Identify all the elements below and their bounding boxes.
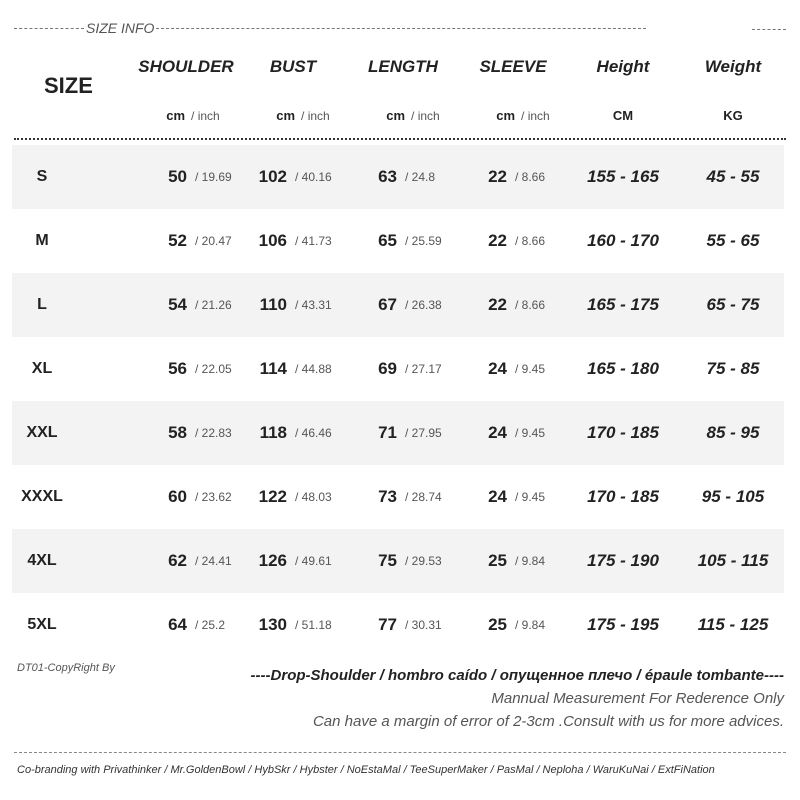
length-inch-value: / 27.95 — [405, 426, 442, 440]
bust-header: BUST — [269, 57, 317, 76]
shoulder-cm-value: 60 — [168, 487, 187, 506]
table-row — [12, 465, 784, 529]
shoulder-cell — [145, 529, 232, 593]
bust-unit — [248, 108, 358, 123]
length-cm-value: 69 — [378, 359, 397, 378]
size-label: 5XL — [27, 616, 57, 633]
height-range: 170 - 185 — [587, 487, 659, 506]
size-label: XL — [31, 360, 53, 377]
drop-shoulder-note: ----Drop-Shoulder / hombro caído / опущенное плечо / épaule tombante---- — [250, 667, 784, 684]
sleeve-inch-value: / 8.66 — [515, 298, 546, 312]
size-label: M — [35, 232, 49, 249]
sleeve-cm-value: 25 — [488, 615, 507, 634]
height-range: 170 - 185 — [587, 423, 659, 442]
bust-cell — [245, 337, 332, 401]
weight-range: 115 - 125 — [697, 615, 769, 634]
bust-cell — [245, 145, 332, 209]
shoulder-cm-value: 52 — [168, 231, 187, 250]
sleeve-cell — [465, 465, 545, 529]
length-unit-cm: cm — [386, 108, 406, 123]
length-inch-value: / 30.31 — [405, 618, 442, 632]
height-range: 160 - 170 — [587, 231, 659, 250]
weight-range: 75 - 85 — [706, 359, 760, 378]
size-label: XXXL — [21, 488, 63, 505]
bust-inch-value: / 51.18 — [295, 618, 332, 632]
table-row — [12, 145, 784, 209]
sleeve-cm-value: 24 — [488, 423, 507, 442]
weight-range: 85 - 95 — [706, 423, 760, 442]
length-cell — [355, 273, 442, 337]
bust-cm-value: 110 — [259, 295, 287, 314]
bust-cell — [245, 593, 332, 657]
height-range: 165 - 175 — [587, 295, 659, 314]
length-inch-value: / 29.53 — [405, 554, 442, 568]
bust-unit-inch: / inch — [301, 109, 330, 123]
weight-range: 105 - 115 — [697, 551, 769, 570]
bust-unit-cm: cm — [276, 108, 296, 123]
sleeve-unit — [468, 108, 578, 123]
table-row — [12, 593, 784, 657]
length-cell — [355, 465, 442, 529]
title-dash-far-right — [752, 29, 786, 30]
sleeve-cell — [465, 145, 545, 209]
length-cell — [355, 593, 442, 657]
height-range: 175 - 190 — [587, 551, 659, 570]
shoulder-cm-value: 64 — [168, 615, 187, 634]
sleeve-inch-value: / 9.84 — [515, 554, 546, 568]
copyright-text: DT01-CopyRight By — [17, 662, 115, 674]
shoulder-cm-value: 62 — [168, 551, 187, 570]
length-inch-value: / 24.8 — [405, 170, 436, 184]
bust-inch-value: / 48.03 — [295, 490, 332, 504]
sleeve-cell — [465, 337, 545, 401]
size-column-header: SIZE — [44, 73, 93, 98]
bust-cm-value: 106 — [258, 231, 287, 250]
weight-unit: KG — [723, 108, 743, 123]
sleeve-inch-value: / 9.45 — [515, 426, 546, 440]
bust-cm-value: 114 — [259, 359, 287, 378]
shoulder-unit-cm: cm — [166, 108, 186, 123]
length-cm-value: 67 — [378, 295, 397, 314]
size-label: 4XL — [27, 552, 57, 569]
shoulder-cell — [145, 465, 232, 529]
sleeve-unit-cm: cm — [496, 108, 516, 123]
table-row — [12, 337, 784, 401]
shoulder-unit — [138, 108, 248, 123]
size-info-title: SIZE INFO — [86, 20, 155, 36]
sleeve-unit-inch: / inch — [521, 109, 550, 123]
length-unit — [358, 108, 468, 123]
size-label: S — [36, 168, 48, 185]
height-range: 175 - 195 — [587, 615, 659, 634]
length-inch-value: / 27.17 — [405, 362, 442, 376]
shoulder-inch-value: / 22.83 — [195, 426, 232, 440]
sleeve-cell — [465, 593, 545, 657]
sleeve-cm-value: 24 — [488, 487, 507, 506]
shoulder-cell — [145, 593, 225, 657]
length-inch-value: / 25.59 — [405, 234, 442, 248]
length-cell — [355, 401, 442, 465]
length-cm-value: 77 — [378, 615, 397, 634]
sleeve-inch-value: / 9.84 — [515, 618, 546, 632]
bust-cell — [245, 529, 332, 593]
sleeve-cm-value: 22 — [488, 167, 507, 186]
length-header: LENGTH — [368, 57, 438, 76]
shoulder-inch-value: / 23.62 — [195, 490, 232, 504]
sleeve-cell — [465, 209, 545, 273]
sleeve-inch-value: / 8.66 — [515, 170, 546, 184]
shoulder-inch-value: / 21.26 — [195, 298, 232, 312]
shoulder-unit-inch: / inch — [191, 109, 220, 123]
bust-cell — [245, 273, 332, 337]
shoulder-cm-value: 50 — [168, 167, 187, 186]
shoulder-cell — [145, 273, 232, 337]
title-dash-left — [14, 28, 84, 29]
shoulder-inch-value: / 22.05 — [195, 362, 232, 376]
length-cm-value: 65 — [378, 231, 397, 250]
bust-cell — [245, 465, 332, 529]
weight-range: 65 - 75 — [706, 295, 760, 314]
bust-inch-value: / 49.61 — [295, 554, 332, 568]
length-cell — [355, 209, 442, 273]
size-label: L — [37, 296, 47, 313]
sleeve-header: SLEEVE — [479, 57, 547, 76]
shoulder-inch-value: / 25.2 — [195, 618, 226, 632]
sleeve-cell — [465, 401, 545, 465]
sleeve-cell — [465, 273, 545, 337]
bust-inch-value: / 46.46 — [295, 426, 332, 440]
shoulder-cm-value: 56 — [168, 359, 187, 378]
length-cell — [355, 337, 442, 401]
bust-cell — [245, 209, 332, 273]
table-row — [12, 529, 784, 593]
weight-range: 45 - 55 — [706, 167, 760, 186]
table-row — [12, 401, 784, 465]
length-cell — [355, 529, 442, 593]
margin-of-error-note: Can have a margin of error of 2-3cm .Consult with us for more advices. — [312, 713, 784, 730]
header-divider — [14, 138, 786, 140]
shoulder-cell — [145, 145, 232, 209]
length-inch-value: / 26.38 — [405, 298, 442, 312]
manual-measurement-note: Mannual Measurement For Rederence Only — [491, 690, 784, 707]
shoulder-cell — [145, 337, 232, 401]
length-inch-value: / 28.74 — [405, 490, 442, 504]
height-range: 165 - 180 — [587, 359, 659, 378]
length-cm-value: 75 — [378, 551, 397, 570]
shoulder-cell — [145, 209, 232, 273]
height-unit: CM — [612, 108, 634, 123]
sleeve-cm-value: 22 — [488, 231, 507, 250]
sleeve-inch-value: / 8.66 — [515, 234, 546, 248]
title-dash-right — [156, 28, 646, 29]
bust-cm-value: 118 — [259, 423, 287, 442]
bust-cm-value: 122 — [258, 487, 287, 506]
shoulder-cm-value: 58 — [168, 423, 187, 442]
shoulder-cell — [145, 401, 232, 465]
table-row — [12, 273, 784, 337]
bust-cell — [245, 401, 332, 465]
height-range: 155 - 165 — [587, 167, 659, 186]
bust-inch-value: / 40.16 — [295, 170, 332, 184]
sleeve-cell — [465, 529, 545, 593]
sleeve-cm-value: 22 — [488, 295, 507, 314]
shoulder-header: SHOULDER — [138, 57, 234, 76]
co-branding-footer: Co-branding with Privathinker / Mr.GoldenBowl / HybSkr / Hybster / NoEstaMal / TeeSuperMaker / PasMal / Neploha / WaruKuNai / ExtFiNation — [17, 764, 715, 776]
bust-inch-value: / 43.31 — [295, 298, 332, 312]
bust-cm-value: 126 — [258, 551, 287, 570]
weight-range: 55 - 65 — [706, 231, 760, 250]
sleeve-cm-value: 24 — [488, 359, 507, 378]
length-unit-inch: / inch — [411, 109, 440, 123]
shoulder-inch-value: / 24.41 — [195, 554, 232, 568]
shoulder-cm-value: 54 — [168, 295, 187, 314]
weight-header: Weight — [704, 57, 762, 76]
shoulder-inch-value: / 20.47 — [195, 234, 232, 248]
length-cell — [355, 145, 435, 209]
bust-inch-value: / 44.88 — [295, 362, 332, 376]
size-label: XXL — [26, 424, 58, 441]
length-cm-value: 71 — [378, 423, 397, 442]
sleeve-inch-value: / 9.45 — [515, 362, 546, 376]
bust-inch-value: / 41.73 — [295, 234, 332, 248]
shoulder-inch-value: / 19.69 — [195, 170, 232, 184]
sleeve-inch-value: / 9.45 — [515, 490, 546, 504]
bust-cm-value: 102 — [258, 167, 287, 186]
height-header: Height — [596, 57, 650, 76]
footer-divider — [14, 752, 786, 753]
table-row — [12, 209, 784, 273]
weight-range: 95 - 105 — [701, 487, 765, 506]
length-cm-value: 73 — [378, 487, 397, 506]
sleeve-cm-value: 25 — [488, 551, 507, 570]
size-info-title-bar — [14, 20, 646, 36]
bust-cm-value: 130 — [258, 615, 287, 634]
length-cm-value: 63 — [378, 167, 397, 186]
